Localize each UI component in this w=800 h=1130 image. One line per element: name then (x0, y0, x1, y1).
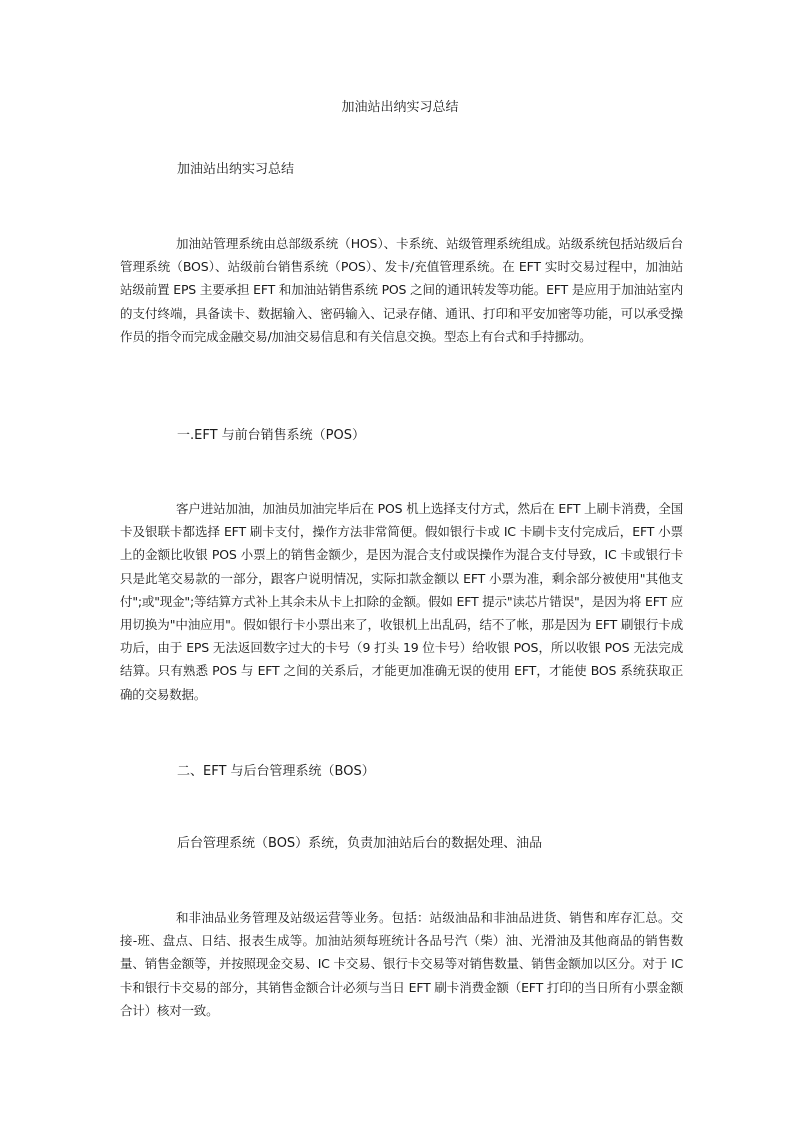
document-title: 加油站出纳实习总结 (341, 100, 459, 115)
paragraph-system-overview: 加油站管理系统由总部级系统（HOS）、卡系统、站级管理系统组成。站级系统包括站级后台管理系统（BOS）、站级前台销售系统（POS）、发卡/充值管理系统。在 EFT 实时交易过程中，加油站站级前置 EPS 主要承担 EFT 和加油站销售系统 POS 之间的通讯转发等功能。EFT 是应用于加油站室内的支付终端，具备读卡、数据输入、密码输入、记录存储、通讯、打印和平安加密等功能，可以承受操作员的指令而完成金融交易/加油交易信息和有关信息交换。型态上有台式和手持挪动。 (120, 236, 683, 344)
section-heading-eft-pos: 一.EFT 与前台销售系统（POS） (177, 428, 365, 443)
paragraph-bos-details: 和非油品业务管理及站级运营等业务。包括：站级油品和非油品进货、销售和库存汇总。交接-班、盘点、日结、报表生成等。加油站须每班统计各品号汽（柴）油、光滑油及其他商品的销售数量、销售金额等，并按照现金交易、IC 卡交易、银行卡交易等对销售数量、销售金额加以区分。对于 IC 卡和银行卡交易的部分，其销售金额合计必须与当日 EFT 刷卡消费金额（EFT 打印的当日所有小票金额合计）核对一致。 (120, 910, 683, 1018)
section-heading-eft-bos: 二、EFT 与后台管理系统（BOS） (177, 764, 375, 779)
document-subtitle: 加油站出纳实习总结 (177, 162, 295, 177)
paragraph-bos-intro: 后台管理系统（BOS）系统，负责加油站后台的数据处理、油品 (177, 836, 543, 851)
paragraph-eft-pos: 客户进站加油，加油员加油完毕后在 POS 机上选择支付方式，然后在 EFT 上刷卡消费，全国卡及银联卡都选择 EFT 刷卡支付，操作方法非常简便。假如银行卡或 IC 卡刷卡支付完成后，EFT 小票上的金额比收银 POS 小票上的销售金额少，是因为混合支付或误操作为混合支付导致，IC 卡或银行卡只是此笔交易款的一部分，跟客户说明情况，实际扣款金额以 EFT 小票为准，剩余部分被使用"其他支付";或"现金";等结算方式补上其余未从卡上扣除的金额。假如 EFT 提示"读芯片错误"，是因为将 EFT 应用切换为"中油应用"。假如银行卡小票出来了，收银机上出乱码，结不了帐，那是因为 EFT 刷银行卡成功后，由于 EPS 无法返回数字过大的卡号（9 打头 19 位卡号）给收银 POS，所以收银 POS 无法完成结算。只有熟悉 POS 与 EFT 之间的关系后，才能更加准确无误的使用 EFT，才能使 BOS 系统获取正确的交易数据。 (120, 501, 683, 702)
